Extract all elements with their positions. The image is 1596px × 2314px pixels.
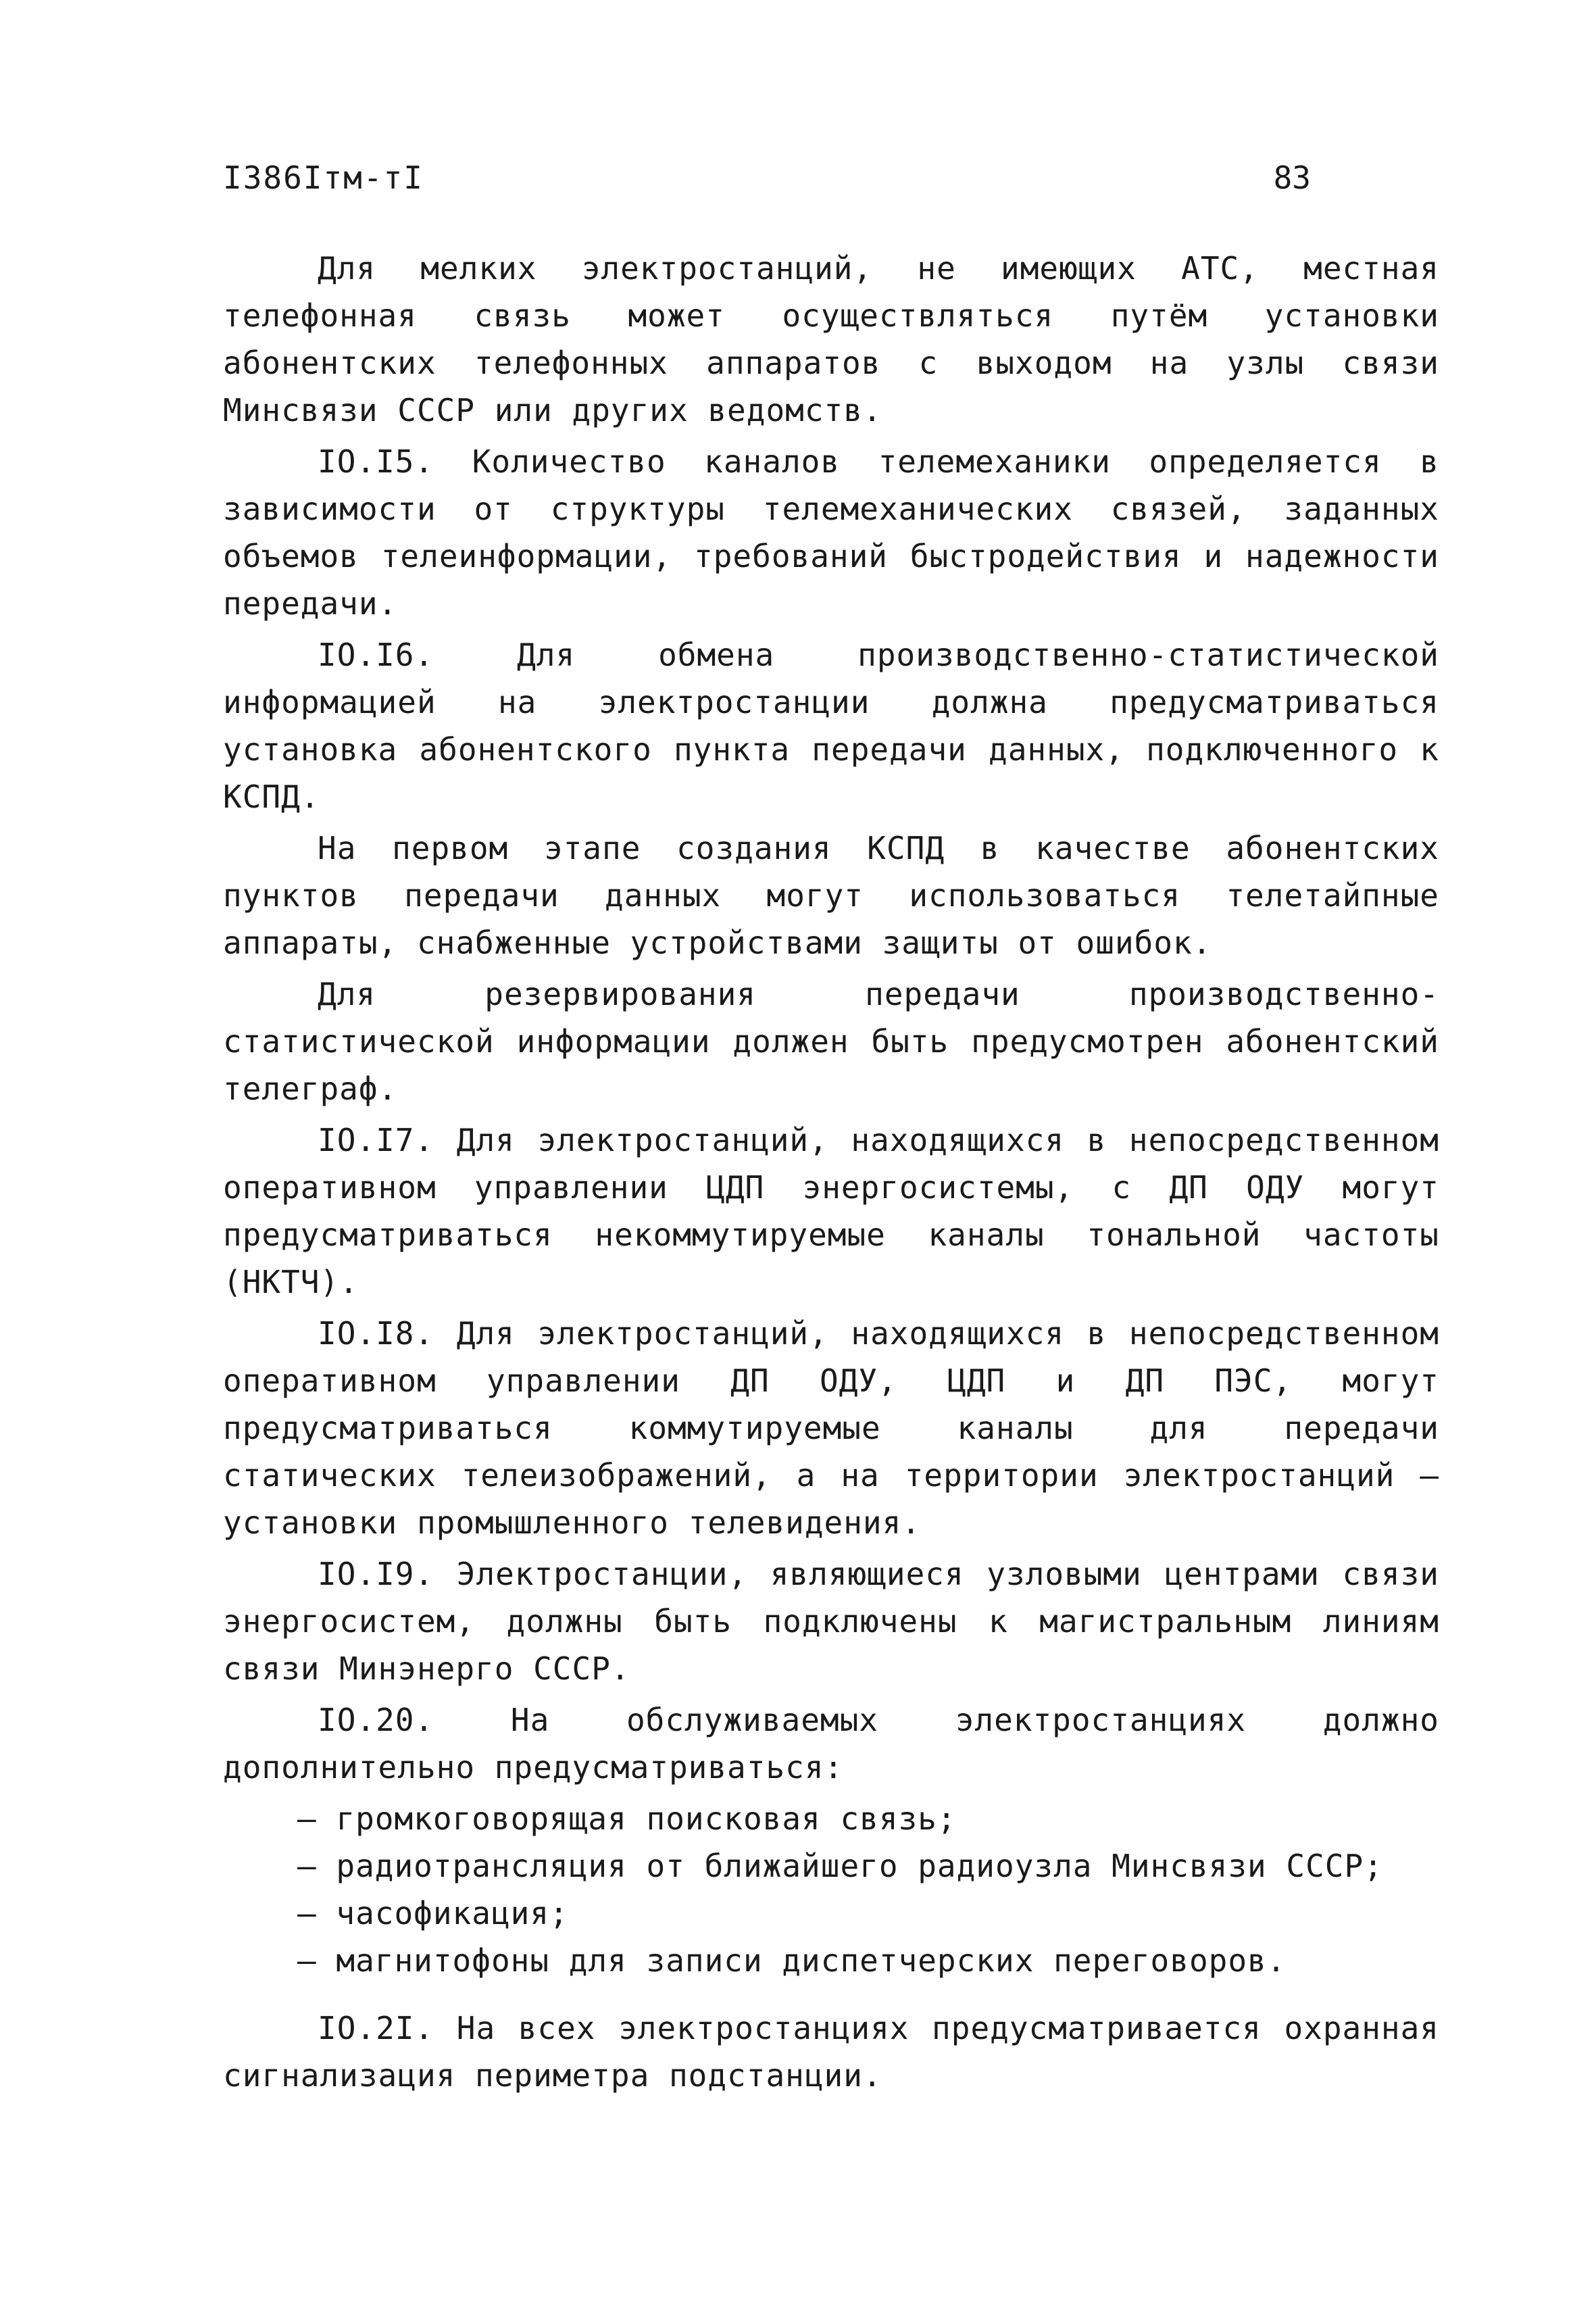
paragraph-10-21: IO.2I. На всех электростанциях предусматривается охранная сигнализация периметра подстанции. xyxy=(223,2010,1439,2094)
paragraph-10-19: IO.I9. Электростанции, являющиеся узловыми центрами связи энергосистем, должны быть подключены к магистральным линиям связи Минэнерго СССР. xyxy=(223,1556,1439,1687)
paragraph-10-16-data-terminals: На первом этапе создания КСПД в качестве абонентских пунктов передачи данных могут использоваться телетайпные аппараты, снабженные устройствами защиты от ошибок. xyxy=(223,830,1439,961)
list-item: – радиотрансляция от ближайшего радиоузла Минсвязи СССР; xyxy=(223,1842,1439,1890)
list-item: – магнитофоны для записи диспетчерских переговоров. xyxy=(223,1937,1439,1984)
page-header xyxy=(223,159,1311,207)
paragraph-10-16-telegraph: Для резервирования передачи производственно-статистической информации должен быть предусмотрен абонентский телеграф. xyxy=(223,976,1439,1107)
document-body xyxy=(223,245,1439,2103)
document-code: I386Iтм-тI xyxy=(223,159,424,196)
equipment-list xyxy=(223,1795,1439,1984)
paragraph-10-16: IO.I6. Для обмена производственно-статистической информацией на электростанции должна предусматриваться установка абонентского пункта передачи данных, подключенного к КСПД. xyxy=(223,637,1439,815)
paragraph-10-15: IO.I5. Количество каналов телемеханики определяется в зависимости от структуры телемеханических связей, заданных объемов телеинформации, требований быстродействия и надежности передачи. xyxy=(223,443,1439,622)
paragraph-10-20: IO.20. На обслуживаемых электростанциях должно дополнительно предусматриваться: xyxy=(223,1702,1439,1786)
paragraph-intro: Для мелких электростанций, не имеющих АТС, местная телефонная связь может осуществляться путём установки абонентских телефонных аппаратов с выходом на узлы связи Минсвязи СССР или других ведомств. xyxy=(223,250,1439,428)
paragraph-10-18: IO.I8. Для электростанций, находящихся в непосредственном оперативном управлении ДП ОДУ, ЦДП и ДП ПЭС, могут предусматриваться коммутируемые каналы для передачи статических телеизображений, а на территории электростанций – установки промышленного телевидения. xyxy=(223,1315,1439,1541)
page-number: 83 xyxy=(1273,159,1311,196)
paragraph-10-17: IO.I7. Для электростанций, находящихся в непосредственном оперативном управлении ЦДП энергосистемы, с ДП ОДУ могут предусматриваться некоммутируемые каналы тональной частоты (НКТЧ). xyxy=(223,1122,1439,1300)
list-item: – громкоговорящая поисковая связь; xyxy=(223,1795,1439,1842)
list-item: – часофикация; xyxy=(223,1890,1439,1937)
